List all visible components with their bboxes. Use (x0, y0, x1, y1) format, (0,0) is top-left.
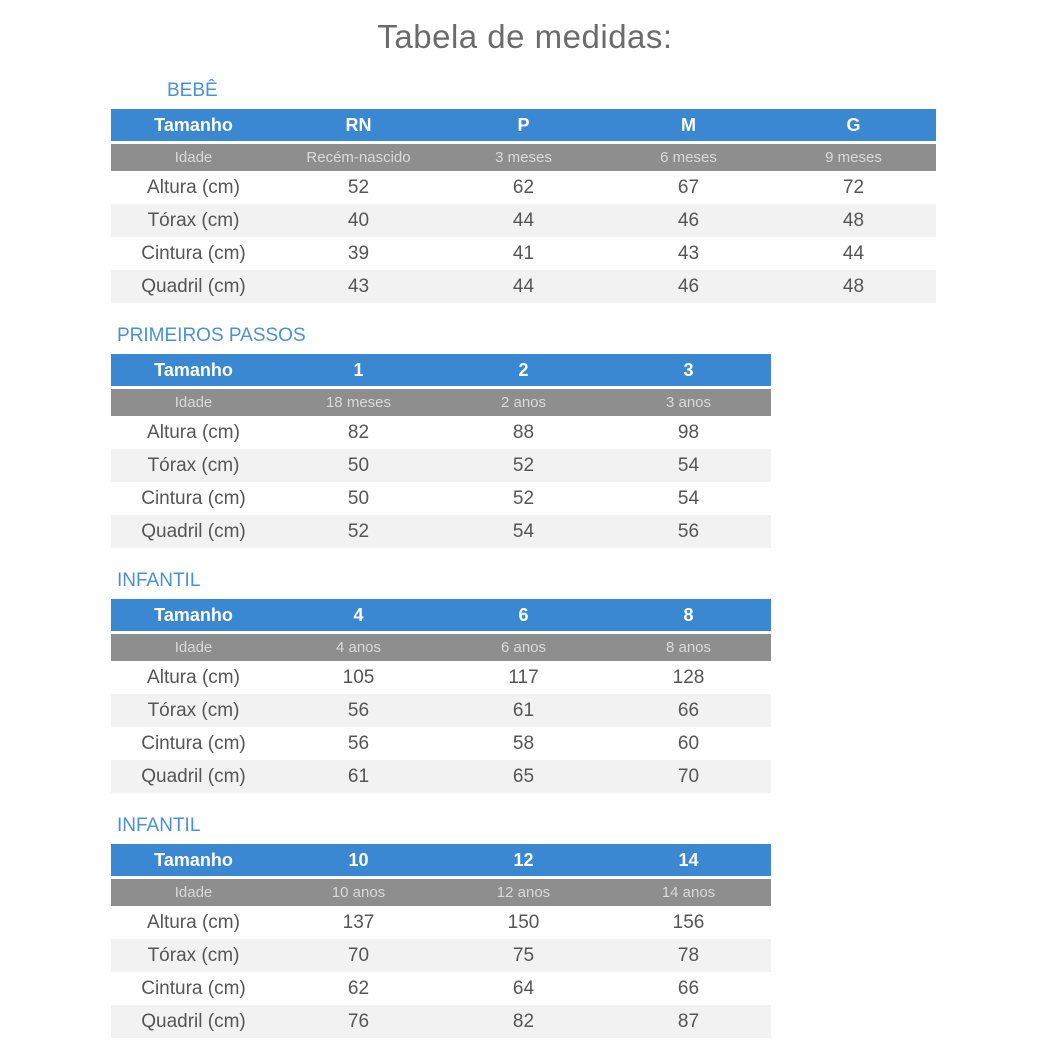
value-cell: 137 (342, 911, 375, 933)
size-section-infantil-2 (111, 812, 771, 1038)
table-row (111, 204, 936, 237)
size-cell: M (606, 109, 771, 141)
age-row (111, 634, 771, 661)
value-cell: 105 (342, 666, 375, 688)
value-cell: 75 (441, 939, 606, 972)
size-cell: 12 (441, 844, 606, 876)
table-row (111, 694, 771, 727)
size-cell: RN (276, 109, 441, 141)
table-row (111, 972, 771, 1005)
value-cell: 50 (276, 449, 441, 482)
size-table (111, 844, 771, 1038)
value-cell: 39 (347, 242, 370, 264)
size-table (111, 109, 936, 303)
value-cell: 50 (347, 487, 370, 509)
age-cell: 6 anos (441, 634, 606, 661)
row-label: Altura (cm) (147, 666, 240, 688)
age-row (111, 389, 771, 416)
size-cell: 14 (606, 844, 771, 876)
value-cell: 56 (606, 515, 771, 548)
size-cell: 10 (276, 844, 441, 876)
value-cell: 82 (347, 421, 370, 443)
age-cell: 4 anos (276, 634, 441, 661)
value-cell: 46 (606, 204, 771, 237)
row-label: Quadril (cm) (111, 1005, 276, 1038)
row-label: Cintura (cm) (141, 977, 246, 999)
age-cell: 12 anos (441, 879, 606, 906)
value-cell: 52 (512, 487, 535, 509)
size-cell: P (441, 109, 606, 141)
value-cell: 150 (507, 911, 540, 933)
table-row (111, 1005, 771, 1038)
table-row (111, 171, 936, 204)
value-cell: 64 (512, 977, 535, 999)
value-cell: 56 (347, 732, 370, 754)
age-row (111, 144, 936, 171)
age-cell: 2 anos (441, 389, 606, 416)
age-cell: 8 anos (606, 634, 771, 661)
size-label: Tamanho (111, 109, 276, 141)
value-cell: 82 (441, 1005, 606, 1038)
row-label: Altura (cm) (147, 421, 240, 443)
table-row (111, 416, 771, 449)
age-label: Idade (111, 634, 276, 661)
value-cell: 48 (771, 270, 936, 303)
section-title: INFANTIL (117, 570, 201, 591)
table-row (111, 727, 771, 760)
size-cell: 3 (606, 354, 771, 386)
size-label: Tamanho (111, 599, 276, 631)
size-table (111, 354, 771, 548)
size-header-row (111, 599, 771, 631)
row-label: Tórax (cm) (111, 694, 276, 727)
value-cell: 61 (441, 694, 606, 727)
age-label: Idade (111, 389, 276, 416)
row-label: Cintura (cm) (141, 487, 246, 509)
value-cell: 44 (842, 242, 865, 264)
value-cell: 52 (347, 176, 370, 198)
age-cell: Recém-nascido (276, 144, 441, 171)
section-title: BEBÊ (167, 80, 218, 101)
table-row (111, 760, 771, 793)
size-cell: G (771, 109, 936, 141)
size-section-infantil-1 (111, 567, 771, 793)
row-label: Quadril (cm) (111, 760, 276, 793)
value-cell: 46 (606, 270, 771, 303)
value-cell: 88 (512, 421, 535, 443)
row-label: Altura (cm) (147, 911, 240, 933)
size-cell: 6 (441, 599, 606, 631)
age-cell: 10 anos (276, 879, 441, 906)
value-cell: 76 (276, 1005, 441, 1038)
value-cell: 98 (677, 421, 700, 443)
age-cell: 3 meses (441, 144, 606, 171)
value-cell: 44 (441, 270, 606, 303)
page-title: Tabela de medidas: (377, 18, 673, 55)
table-row (111, 270, 936, 303)
value-cell: 61 (276, 760, 441, 793)
value-cell: 52 (441, 449, 606, 482)
value-cell: 58 (512, 732, 535, 754)
size-cell: 8 (606, 599, 771, 631)
size-header-row (111, 109, 936, 141)
age-cell: 9 meses (771, 144, 936, 171)
age-cell: 3 anos (606, 389, 771, 416)
row-label: Cintura (cm) (141, 732, 246, 754)
row-label: Quadril (cm) (111, 270, 276, 303)
value-cell: 52 (276, 515, 441, 548)
value-cell: 60 (677, 732, 700, 754)
value-cell: 54 (606, 449, 771, 482)
table-row (111, 237, 936, 270)
size-section-primeiros-passos (111, 322, 771, 548)
age-label: Idade (111, 144, 276, 171)
size-header-row (111, 354, 771, 386)
value-cell: 48 (771, 204, 936, 237)
row-label: Quadril (cm) (111, 515, 276, 548)
value-cell: 72 (842, 176, 865, 198)
value-cell: 54 (677, 487, 700, 509)
value-cell: 56 (276, 694, 441, 727)
age-cell: 18 meses (276, 389, 441, 416)
age-label: Idade (111, 879, 276, 906)
value-cell: 66 (677, 977, 700, 999)
age-cell: 6 meses (606, 144, 771, 171)
value-cell: 54 (441, 515, 606, 548)
value-cell: 66 (606, 694, 771, 727)
table-row (111, 449, 771, 482)
age-row (111, 879, 771, 906)
value-cell: 44 (441, 204, 606, 237)
value-cell: 117 (508, 666, 539, 688)
table-row (111, 661, 771, 694)
value-cell: 40 (276, 204, 441, 237)
value-cell: 43 (276, 270, 441, 303)
size-section-bebe (111, 77, 936, 303)
table-row (111, 482, 771, 515)
row-label: Tórax (cm) (111, 204, 276, 237)
table-row (111, 939, 771, 972)
value-cell: 67 (677, 176, 700, 198)
table-row (111, 906, 771, 939)
value-cell: 87 (606, 1005, 771, 1038)
size-cell: 1 (276, 354, 441, 386)
value-cell: 128 (672, 666, 705, 688)
size-label: Tamanho (111, 354, 276, 386)
value-cell: 43 (677, 242, 700, 264)
value-cell: 62 (347, 977, 370, 999)
row-label: Tórax (cm) (111, 939, 276, 972)
row-label: Tórax (cm) (111, 449, 276, 482)
size-table (111, 599, 771, 793)
section-title: PRIMEIROS PASSOS (117, 325, 306, 346)
value-cell: 62 (512, 176, 535, 198)
value-cell: 70 (276, 939, 441, 972)
row-label: Cintura (cm) (141, 242, 246, 264)
size-cell: 2 (441, 354, 606, 386)
value-cell: 41 (512, 242, 535, 264)
value-cell: 78 (606, 939, 771, 972)
age-cell: 14 anos (606, 879, 771, 906)
value-cell: 65 (441, 760, 606, 793)
table-row (111, 515, 771, 548)
row-label: Altura (cm) (147, 176, 240, 198)
size-header-row (111, 844, 771, 876)
value-cell: 70 (606, 760, 771, 793)
section-title: INFANTIL (117, 815, 201, 836)
size-cell: 4 (276, 599, 441, 631)
value-cell: 156 (672, 911, 705, 933)
size-label: Tamanho (111, 844, 276, 876)
